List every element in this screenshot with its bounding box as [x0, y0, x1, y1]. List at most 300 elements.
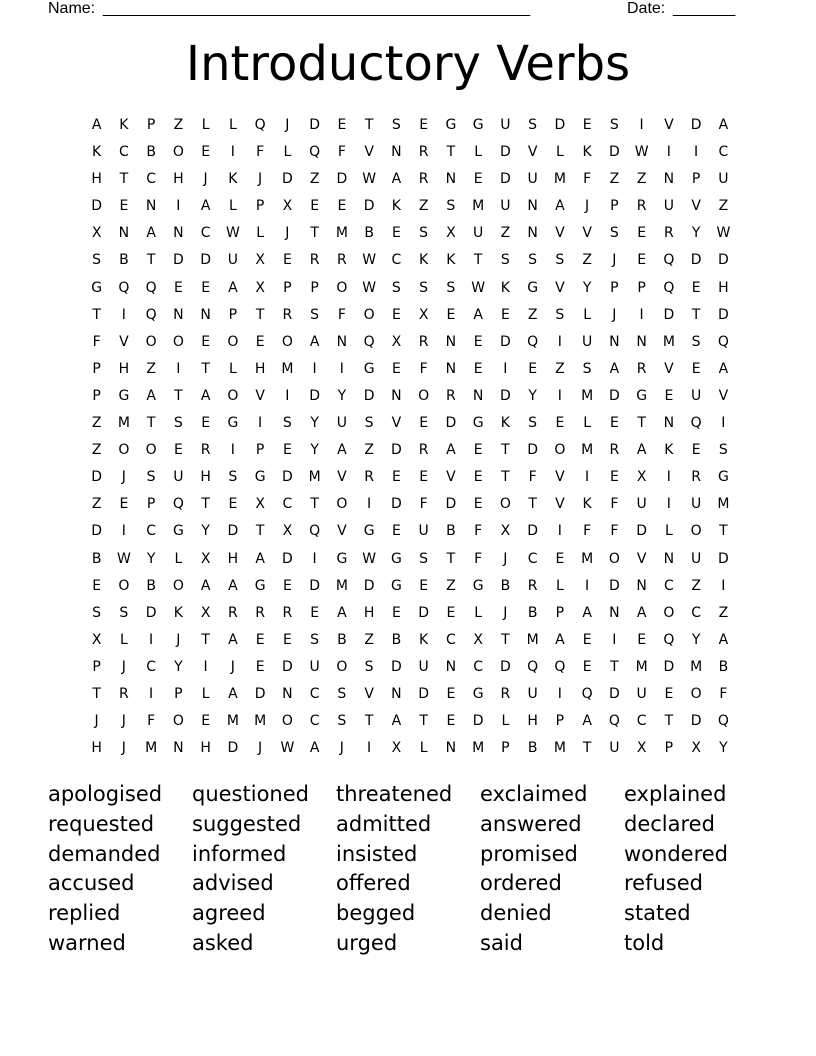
- grid-letter[interactable]: U: [309, 658, 320, 675]
- grid-letter[interactable]: U: [609, 740, 620, 757]
- grid-letter[interactable]: Z: [91, 415, 102, 432]
- grid-letter[interactable]: I: [666, 496, 671, 513]
- grid-letter[interactable]: J: [94, 713, 99, 730]
- grid-letter[interactable]: J: [258, 171, 263, 188]
- grid-letter[interactable]: V: [337, 523, 347, 540]
- grid-letter[interactable]: D: [527, 442, 539, 459]
- grid-letter[interactable]: P: [610, 279, 619, 296]
- grid-letter[interactable]: R: [255, 604, 265, 621]
- grid-letter[interactable]: D: [499, 171, 511, 188]
- grid-letter[interactable]: V: [255, 387, 265, 404]
- grid-letter[interactable]: E: [282, 577, 292, 594]
- grid-letter[interactable]: N: [391, 144, 402, 161]
- grid-letter[interactable]: Z: [91, 442, 102, 459]
- grid-letter[interactable]: D: [281, 550, 293, 567]
- grid-letter[interactable]: D: [499, 658, 511, 675]
- grid-letter[interactable]: U: [500, 198, 511, 215]
- grid-letter[interactable]: O: [172, 713, 184, 730]
- grid-letter[interactable]: Z: [418, 198, 429, 215]
- grid-letter[interactable]: P: [174, 685, 183, 702]
- grid-letter[interactable]: E: [691, 279, 701, 296]
- grid-letter[interactable]: E: [228, 496, 238, 513]
- grid-letter[interactable]: T: [664, 713, 674, 730]
- grid-letter[interactable]: O: [418, 387, 430, 404]
- grid-letter[interactable]: E: [119, 198, 129, 215]
- grid-letter[interactable]: E: [582, 117, 592, 133]
- grid-letter[interactable]: A: [337, 604, 347, 621]
- grid-letter[interactable]: G: [527, 279, 539, 296]
- grid-letter[interactable]: J: [285, 225, 290, 242]
- grid-letter[interactable]: F: [147, 713, 156, 730]
- grid-letter[interactable]: D: [445, 496, 457, 513]
- grid-letter[interactable]: D: [281, 171, 293, 188]
- grid-letter[interactable]: S: [555, 306, 565, 323]
- grid-letter[interactable]: T: [146, 252, 156, 269]
- grid-letter[interactable]: Q: [554, 658, 566, 675]
- grid-letter[interactable]: B: [500, 577, 511, 594]
- grid-letter[interactable]: H: [363, 604, 375, 621]
- grid-letter[interactable]: S: [310, 631, 320, 648]
- grid-letter[interactable]: W: [362, 550, 377, 567]
- grid-letter[interactable]: U: [691, 387, 702, 404]
- grid-letter[interactable]: E: [473, 442, 483, 459]
- grid-letter[interactable]: Z: [636, 171, 647, 188]
- grid-letter[interactable]: G: [172, 523, 184, 540]
- grid-letter[interactable]: B: [146, 144, 156, 161]
- grid-letter[interactable]: R: [418, 144, 429, 161]
- grid-letter[interactable]: L: [201, 685, 210, 702]
- grid-letter[interactable]: H: [527, 713, 538, 730]
- grid-letter[interactable]: T: [610, 658, 619, 675]
- grid-letter[interactable]: O: [145, 442, 157, 459]
- grid-letter[interactable]: J: [121, 469, 126, 486]
- grid-letter[interactable]: R: [636, 198, 647, 215]
- grid-letter[interactable]: P: [146, 496, 156, 513]
- grid-letter[interactable]: R: [691, 469, 701, 486]
- grid-letter[interactable]: D: [91, 523, 103, 540]
- grid-letter[interactable]: G: [472, 117, 484, 133]
- grid-letter[interactable]: N: [445, 740, 457, 757]
- grid-letter[interactable]: I: [367, 496, 372, 513]
- grid-letter[interactable]: S: [364, 415, 374, 432]
- grid-letter[interactable]: P: [501, 740, 510, 757]
- grid-letter[interactable]: J: [285, 117, 290, 133]
- grid-letter[interactable]: D: [499, 333, 511, 350]
- grid-letter[interactable]: Z: [446, 577, 456, 594]
- grid-letter[interactable]: B: [527, 604, 538, 621]
- grid-letter[interactable]: E: [173, 279, 183, 296]
- grid-letter[interactable]: C: [146, 171, 157, 188]
- grid-letter[interactable]: M: [472, 740, 485, 757]
- grid-letter[interactable]: I: [639, 117, 644, 133]
- grid-letter[interactable]: A: [636, 442, 647, 459]
- grid-letter[interactable]: A: [582, 604, 592, 621]
- grid-letter[interactable]: J: [503, 550, 508, 567]
- grid-letter[interactable]: E: [691, 442, 701, 459]
- grid-letter[interactable]: G: [227, 415, 239, 432]
- grid-letter[interactable]: T: [691, 306, 701, 323]
- grid-letter[interactable]: R: [418, 171, 429, 188]
- grid-letter[interactable]: C: [663, 577, 674, 594]
- grid-letter[interactable]: T: [446, 550, 456, 567]
- grid-letter[interactable]: L: [256, 225, 265, 242]
- grid-letter[interactable]: E: [637, 631, 647, 648]
- grid-letter[interactable]: I: [176, 198, 181, 215]
- grid-letter[interactable]: T: [501, 631, 510, 648]
- grid-letter[interactable]: U: [691, 550, 702, 567]
- grid-letter[interactable]: Z: [718, 198, 729, 215]
- grid-letter[interactable]: D: [390, 442, 402, 459]
- grid-letter[interactable]: E: [391, 225, 401, 242]
- grid-letter[interactable]: B: [391, 631, 402, 648]
- grid-letter[interactable]: O: [363, 306, 375, 323]
- grid-letter[interactable]: E: [255, 658, 265, 675]
- grid-letter[interactable]: E: [92, 577, 102, 594]
- grid-letter[interactable]: D: [499, 387, 511, 404]
- grid-letter[interactable]: V: [582, 225, 592, 242]
- grid-letter[interactable]: K: [391, 198, 401, 215]
- grid-letter[interactable]: X: [473, 631, 483, 648]
- grid-letter[interactable]: L: [555, 144, 564, 161]
- grid-letter[interactable]: O: [145, 333, 157, 350]
- grid-letter[interactable]: T: [446, 144, 456, 161]
- grid-letter[interactable]: O: [281, 333, 293, 350]
- grid-letter[interactable]: Q: [663, 279, 675, 296]
- grid-letter[interactable]: T: [201, 360, 210, 377]
- grid-letter[interactable]: T: [92, 306, 101, 323]
- grid-letter[interactable]: M: [553, 740, 566, 757]
- grid-letter[interactable]: K: [582, 144, 592, 161]
- grid-letter[interactable]: I: [121, 306, 126, 323]
- grid-letter[interactable]: D: [690, 117, 702, 133]
- grid-letter[interactable]: F: [474, 523, 483, 540]
- grid-letter[interactable]: O: [690, 685, 702, 702]
- grid-letter[interactable]: A: [91, 117, 102, 133]
- grid-letter[interactable]: T: [364, 713, 374, 730]
- grid-letter[interactable]: G: [254, 577, 266, 594]
- grid-letter[interactable]: E: [582, 658, 592, 675]
- grid-letter[interactable]: E: [173, 442, 183, 459]
- grid-letter[interactable]: E: [528, 360, 538, 377]
- grid-letter[interactable]: T: [528, 496, 537, 513]
- grid-letter[interactable]: C: [309, 685, 320, 702]
- grid-letter[interactable]: Q: [608, 713, 620, 730]
- grid-letter[interactable]: Y: [528, 387, 537, 404]
- grid-letter[interactable]: R: [418, 333, 429, 350]
- grid-letter[interactable]: B: [364, 225, 374, 242]
- grid-letter[interactable]: G: [363, 360, 375, 377]
- grid-letter[interactable]: I: [585, 577, 590, 594]
- grid-letter[interactable]: H: [200, 740, 211, 757]
- grid-letter[interactable]: U: [527, 171, 538, 188]
- grid-letter[interactable]: Q: [145, 279, 157, 296]
- grid-letter[interactable]: M: [145, 740, 158, 757]
- grid-letter[interactable]: E: [337, 198, 347, 215]
- grid-letter[interactable]: L: [555, 577, 564, 594]
- grid-letter[interactable]: E: [419, 117, 429, 133]
- grid-letter[interactable]: D: [663, 658, 675, 675]
- grid-letter[interactable]: D: [418, 604, 430, 621]
- grid-letter[interactable]: E: [500, 306, 510, 323]
- grid-letter[interactable]: C: [445, 631, 456, 648]
- grid-letter[interactable]: C: [391, 252, 402, 269]
- grid-letter[interactable]: E: [555, 550, 565, 567]
- grid-letter[interactable]: I: [312, 550, 317, 567]
- grid-letter[interactable]: R: [282, 604, 293, 621]
- grid-letter[interactable]: Q: [254, 117, 266, 133]
- grid-letter[interactable]: D: [390, 658, 402, 675]
- grid-letter[interactable]: P: [664, 740, 674, 757]
- grid-letter[interactable]: V: [718, 387, 729, 404]
- grid-letter[interactable]: X: [255, 279, 265, 296]
- grid-letter[interactable]: U: [418, 523, 429, 540]
- grid-letter[interactable]: N: [527, 198, 538, 215]
- grid-letter[interactable]: G: [472, 415, 484, 432]
- grid-letter[interactable]: X: [636, 740, 647, 757]
- grid-letter[interactable]: P: [310, 279, 319, 296]
- grid-letter[interactable]: N: [445, 658, 457, 675]
- grid-letter[interactable]: M: [526, 631, 539, 648]
- grid-letter[interactable]: V: [636, 550, 647, 567]
- grid-letter[interactable]: A: [337, 442, 347, 459]
- grid-letter[interactable]: V: [391, 415, 402, 432]
- grid-letter[interactable]: I: [258, 415, 263, 432]
- grid-letter[interactable]: N: [609, 333, 620, 350]
- grid-letter[interactable]: T: [146, 415, 156, 432]
- grid-letter[interactable]: I: [230, 144, 235, 161]
- grid-letter[interactable]: N: [145, 198, 157, 215]
- grid-letter[interactable]: B: [119, 252, 129, 269]
- grid-letter[interactable]: F: [337, 306, 346, 323]
- grid-letter[interactable]: N: [282, 685, 293, 702]
- grid-letter[interactable]: I: [666, 469, 671, 486]
- grid-letter[interactable]: X: [391, 740, 402, 757]
- grid-letter[interactable]: L: [119, 631, 128, 648]
- grid-letter[interactable]: B: [527, 740, 538, 757]
- grid-letter[interactable]: P: [610, 198, 619, 215]
- grid-letter[interactable]: V: [446, 469, 456, 486]
- grid-letter[interactable]: L: [283, 144, 292, 161]
- grid-letter[interactable]: S: [391, 279, 401, 296]
- grid-letter[interactable]: R: [228, 604, 238, 621]
- grid-letter[interactable]: B: [337, 631, 347, 648]
- grid-letter[interactable]: T: [473, 252, 483, 269]
- grid-letter[interactable]: G: [636, 387, 648, 404]
- grid-letter[interactable]: M: [254, 713, 267, 730]
- grid-letter[interactable]: X: [282, 198, 293, 215]
- grid-letter[interactable]: D: [445, 415, 457, 432]
- grid-letter[interactable]: D: [608, 144, 620, 161]
- grid-letter[interactable]: E: [555, 415, 565, 432]
- grid-letter[interactable]: V: [119, 333, 129, 350]
- grid-letter[interactable]: E: [201, 144, 211, 161]
- grid-letter[interactable]: W: [225, 225, 240, 242]
- grid-letter[interactable]: A: [228, 279, 238, 296]
- grid-letter[interactable]: R: [364, 469, 374, 486]
- grid-letter[interactable]: A: [718, 117, 729, 133]
- grid-letter[interactable]: A: [555, 198, 565, 215]
- grid-letter[interactable]: Q: [663, 631, 675, 648]
- grid-letter[interactable]: I: [503, 360, 508, 377]
- grid-letter[interactable]: I: [339, 360, 344, 377]
- grid-letter[interactable]: T: [201, 496, 210, 513]
- grid-letter[interactable]: O: [608, 550, 620, 567]
- grid-letter[interactable]: S: [609, 117, 619, 133]
- grid-letter[interactable]: L: [664, 523, 673, 540]
- grid-letter[interactable]: D: [91, 469, 103, 486]
- grid-letter[interactable]: N: [636, 333, 647, 350]
- grid-letter[interactable]: G: [254, 469, 266, 486]
- grid-letter[interactable]: D: [363, 198, 375, 215]
- grid-letter[interactable]: R: [119, 685, 129, 702]
- grid-letter[interactable]: R: [664, 225, 674, 242]
- grid-letter[interactable]: L: [583, 415, 592, 432]
- grid-letter[interactable]: D: [309, 577, 321, 594]
- grid-letter[interactable]: R: [609, 442, 620, 459]
- grid-letter[interactable]: V: [555, 225, 565, 242]
- grid-letter[interactable]: X: [446, 225, 456, 242]
- grid-letter[interactable]: J: [339, 740, 344, 757]
- grid-letter[interactable]: C: [200, 225, 211, 242]
- grid-letter[interactable]: D: [527, 523, 539, 540]
- grid-letter[interactable]: X: [200, 550, 211, 567]
- grid-letter[interactable]: E: [473, 333, 483, 350]
- grid-letter[interactable]: F: [528, 469, 537, 486]
- grid-letter[interactable]: N: [636, 577, 647, 594]
- grid-letter[interactable]: R: [636, 360, 647, 377]
- grid-letter[interactable]: C: [282, 496, 293, 513]
- grid-letter[interactable]: T: [174, 387, 183, 404]
- grid-letter[interactable]: D: [172, 252, 184, 269]
- grid-letter[interactable]: T: [582, 740, 592, 757]
- grid-letter[interactable]: I: [203, 658, 208, 675]
- grid-letter[interactable]: W: [362, 252, 377, 269]
- grid-letter[interactable]: S: [500, 252, 510, 269]
- grid-letter[interactable]: I: [721, 577, 726, 594]
- grid-letter[interactable]: Y: [174, 658, 183, 675]
- grid-letter[interactable]: B: [718, 658, 729, 675]
- grid-letter[interactable]: E: [419, 577, 429, 594]
- grid-letter[interactable]: N: [663, 171, 675, 188]
- grid-letter[interactable]: Y: [310, 442, 319, 459]
- grid-letter[interactable]: N: [527, 225, 538, 242]
- grid-letter[interactable]: K: [419, 252, 429, 269]
- grid-letter[interactable]: Z: [691, 577, 701, 594]
- grid-letter[interactable]: E: [419, 469, 429, 486]
- grid-letter[interactable]: E: [310, 604, 320, 621]
- grid-letter[interactable]: T: [201, 631, 210, 648]
- grid-letter[interactable]: Z: [582, 252, 592, 269]
- grid-letter[interactable]: S: [146, 469, 156, 486]
- grid-letter[interactable]: X: [255, 252, 265, 269]
- grid-letter[interactable]: J: [503, 604, 508, 621]
- grid-letter[interactable]: N: [609, 604, 620, 621]
- grid-letter[interactable]: R: [282, 306, 293, 323]
- grid-letter[interactable]: L: [228, 198, 237, 215]
- grid-letter[interactable]: W: [634, 144, 649, 161]
- grid-letter[interactable]: I: [639, 306, 644, 323]
- grid-letter[interactable]: M: [581, 442, 594, 459]
- grid-letter[interactable]: I: [612, 631, 617, 648]
- grid-letter[interactable]: D: [717, 550, 729, 567]
- grid-letter[interactable]: O: [172, 144, 184, 161]
- grid-letter[interactable]: H: [227, 550, 239, 567]
- grid-letter[interactable]: Q: [663, 252, 675, 269]
- grid-letter[interactable]: S: [528, 252, 538, 269]
- grid-letter[interactable]: Z: [146, 360, 156, 377]
- grid-letter[interactable]: T: [364, 117, 374, 133]
- grid-letter[interactable]: M: [308, 469, 321, 486]
- grid-letter[interactable]: S: [555, 252, 565, 269]
- grid-letter[interactable]: D: [309, 117, 321, 133]
- grid-letter[interactable]: P: [691, 171, 701, 188]
- grid-letter[interactable]: Q: [118, 279, 130, 296]
- grid-letter[interactable]: V: [364, 685, 374, 702]
- grid-letter[interactable]: Q: [527, 658, 539, 675]
- grid-letter[interactable]: P: [555, 604, 565, 621]
- grid-letter[interactable]: E: [691, 360, 701, 377]
- grid-letter[interactable]: N: [173, 225, 184, 242]
- grid-letter[interactable]: O: [554, 442, 566, 459]
- grid-letter[interactable]: U: [500, 117, 511, 133]
- grid-letter[interactable]: O: [118, 442, 130, 459]
- grid-letter[interactable]: F: [256, 144, 265, 161]
- grid-letter[interactable]: P: [228, 306, 238, 323]
- grid-letter[interactable]: X: [91, 225, 102, 242]
- grid-letter[interactable]: Y: [201, 523, 210, 540]
- grid-letter[interactable]: D: [636, 523, 648, 540]
- grid-letter[interactable]: E: [282, 631, 292, 648]
- grid-letter[interactable]: Z: [173, 117, 184, 133]
- grid-letter[interactable]: P: [92, 658, 101, 675]
- grid-letter[interactable]: O: [227, 333, 239, 350]
- grid-letter[interactable]: N: [445, 360, 457, 377]
- grid-letter[interactable]: N: [663, 415, 675, 432]
- grid-letter[interactable]: E: [282, 252, 292, 269]
- grid-letter[interactable]: K: [446, 252, 456, 269]
- grid-letter[interactable]: E: [664, 685, 674, 702]
- grid-letter[interactable]: K: [228, 171, 238, 188]
- grid-letter[interactable]: D: [663, 306, 675, 323]
- grid-letter[interactable]: Y: [691, 631, 701, 648]
- grid-letter[interactable]: O: [663, 604, 675, 621]
- grid-letter[interactable]: E: [419, 415, 429, 432]
- grid-letter[interactable]: U: [173, 469, 184, 486]
- grid-letter[interactable]: C: [309, 713, 320, 730]
- grid-letter[interactable]: S: [528, 117, 538, 133]
- grid-letter[interactable]: Q: [309, 144, 321, 161]
- grid-letter[interactable]: D: [309, 387, 321, 404]
- grid-letter[interactable]: G: [390, 550, 402, 567]
- grid-letter[interactable]: S: [391, 117, 401, 133]
- grid-letter[interactable]: F: [474, 550, 483, 567]
- grid-letter[interactable]: Q: [363, 333, 375, 350]
- grid-letter[interactable]: T: [419, 713, 428, 730]
- grid-letter[interactable]: O: [281, 713, 293, 730]
- grid-letter[interactable]: R: [418, 442, 429, 459]
- grid-letter[interactable]: D: [281, 658, 293, 675]
- grid-letter[interactable]: D: [145, 604, 157, 621]
- grid-letter[interactable]: P: [146, 117, 156, 133]
- grid-letter[interactable]: A: [255, 550, 265, 567]
- grid-letter[interactable]: X: [200, 604, 211, 621]
- grid-letter[interactable]: D: [363, 387, 375, 404]
- grid-letter[interactable]: Y: [146, 550, 156, 567]
- grid-letter[interactable]: P: [555, 713, 565, 730]
- grid-letter[interactable]: K: [92, 144, 102, 161]
- grid-letter[interactable]: G: [445, 117, 457, 133]
- grid-letter[interactable]: I: [367, 740, 372, 757]
